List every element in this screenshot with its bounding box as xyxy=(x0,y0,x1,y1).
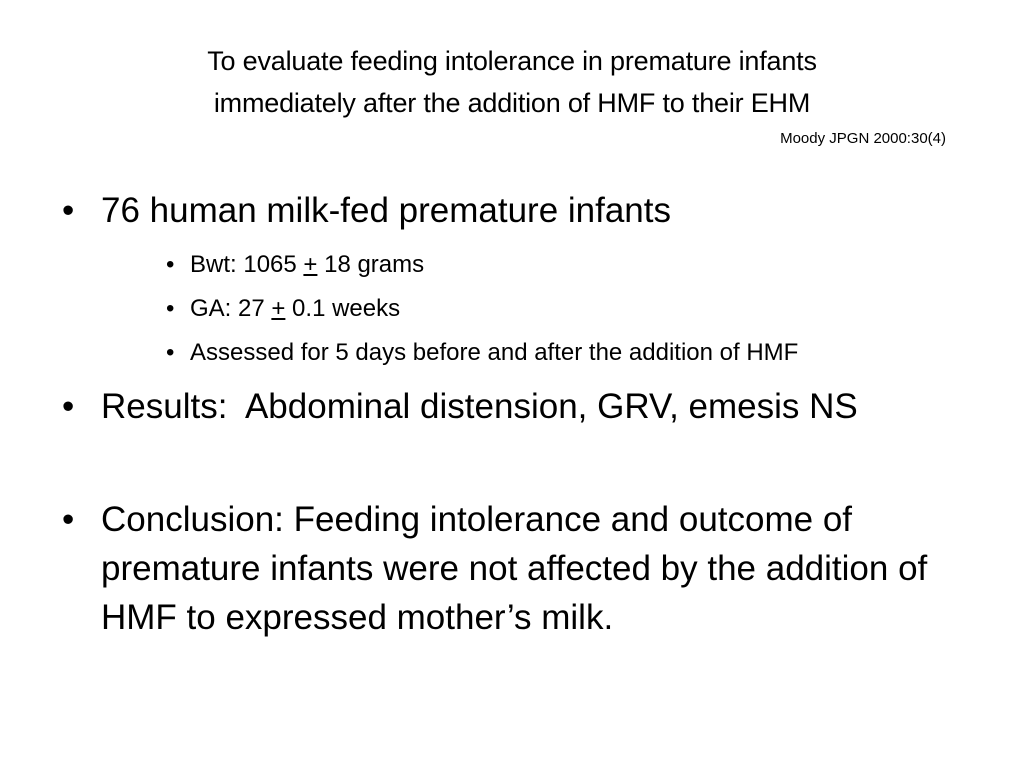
sub-bullet-ga xyxy=(166,294,962,323)
plus-minus-symbol: + xyxy=(303,251,318,278)
spacer xyxy=(62,431,962,495)
bullet-icon: • xyxy=(62,387,75,426)
title-line-1: To evaluate feeding intolerance in premature infants xyxy=(207,46,817,76)
sub-bullets-container xyxy=(62,250,962,367)
sub-bullet-text: Assessed for 5 days before and after the addition of HMF xyxy=(190,339,799,366)
bullet-icon: • xyxy=(166,251,175,278)
plus-minus-symbol: + xyxy=(271,295,286,322)
bullet-icon: • xyxy=(62,500,75,539)
slide-title xyxy=(60,40,964,124)
sub-bullet-list xyxy=(62,250,962,367)
citation: Moody JPGN 2000:30(4) xyxy=(780,130,946,147)
bullet-item-results xyxy=(62,382,962,431)
title-line-2: immediately after the addition of HMF to their EHM xyxy=(213,88,811,118)
spacer xyxy=(62,367,962,382)
sub-bullet-text-post: 0.1 weeks xyxy=(285,295,401,322)
bullet-icon: • xyxy=(166,295,175,322)
sub-bullet-text-pre: Bwt: 1065 xyxy=(190,251,304,278)
bullet-text: 76 human milk-fed premature infants xyxy=(101,191,671,230)
bullet-item-conclusion xyxy=(62,495,962,642)
sub-bullet-assessed xyxy=(166,338,962,367)
sub-bullet-bwt xyxy=(166,250,962,279)
sub-bullet-text-pre: GA: 27 xyxy=(190,295,272,322)
bullet-icon: • xyxy=(62,191,75,230)
bullet-item-infants xyxy=(62,186,962,235)
bullet-list xyxy=(62,186,962,642)
bullet-icon: • xyxy=(166,339,175,366)
bullet-text: Conclusion: Feeding intolerance and outcome of premature infants were not affected by the addition of HMF to expressed mother’s milk. xyxy=(101,500,928,637)
sub-bullet-text-post: 18 grams xyxy=(317,251,425,278)
bullet-text: Results: Abdominal distension, GRV, emesis NS xyxy=(101,387,858,426)
